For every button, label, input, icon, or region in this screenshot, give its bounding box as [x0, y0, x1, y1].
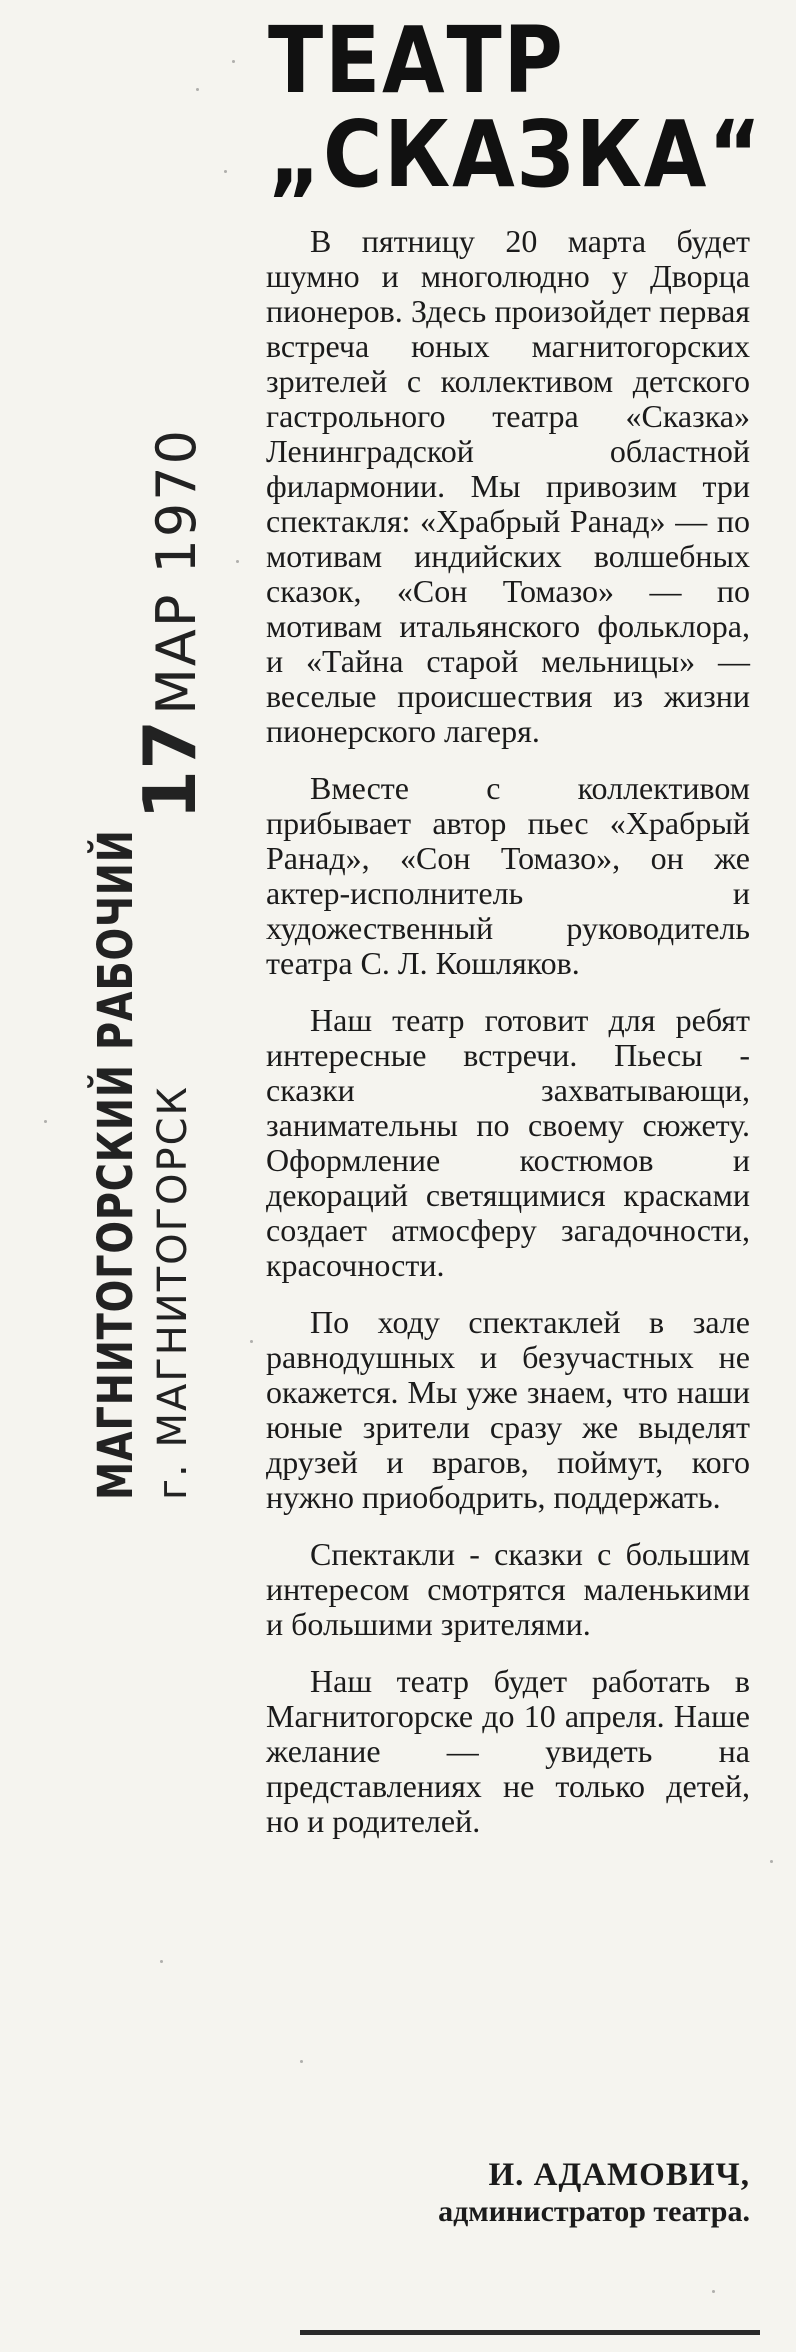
- headline-line-1: ТЕАТР: [268, 7, 565, 114]
- paragraph-2: Вместе с коллективом прибывает автор пьес «Храбрый Ранад», «Сон Томазо», он же актер-исполнитель и художественный руководитель театра С. Л. Кошляков.: [266, 770, 750, 981]
- newspaper-name: МАГНИТОГОРСКИЙ РАБОЧИЙ: [88, 829, 144, 1500]
- paragraph-5: Спектакли - сказки с большим интересом смотрятся маленькими и большими зрителями.: [266, 1536, 750, 1642]
- headline: [268, 7, 764, 208]
- headline-line-2: „СКАЗКА“: [268, 101, 764, 208]
- paragraph-1: В пятницу 20 марта будет шумно и многолюдно у Дворца пионеров. Здесь произойдет первая встреча юных магнитогорских зрителей с коллективом детского гастрольного театра «Сказка» Ленинградской областной филармонии. Мы привозим три спектакля: «Храбрый Ранад» — по мотивам индийских волшебных сказок, «Сон Томазо» — по мотивам итальянского фольклора, и «Тайна старой мельницы» — веселые происшествия из жизни пионерского лагеря.: [266, 223, 750, 749]
- newspaper-city: г. МАГНИТОГОРСК: [150, 1085, 196, 1500]
- bottom-rule: [300, 2330, 760, 2335]
- date-stamp-day: 17: [128, 719, 212, 820]
- paragraph-3: Наш театр готовит для ребят интересные встречи. Пьесы - сказки захватывающи, занимательны по своему сюжету. Оформление костюмов и декораций светящимися красками создает атмосферу загадочности, красочности.: [266, 1002, 750, 1283]
- date-stamp-month-year: МАР 1970: [145, 428, 208, 715]
- paragraph-4: По ходу спектаклей в зале равнодушных и безучастных не окажется. Мы уже знаем, что наши юные зрители сразу же выделят друзей и врагов, поймут, кого нужно приободрить, поддержать.: [266, 1304, 750, 1515]
- author-name: И. АДАМОВИЧ,: [488, 2157, 750, 2193]
- source-stamp: [88, 662, 196, 1500]
- article-body: [266, 224, 750, 1861]
- paragraph-6: Наш театр будет работать в Магнитогорске до 10 апреля. Наше желание — увидеть на представлениях не только детей, но и родителей.: [266, 1663, 750, 1839]
- signature: [266, 2156, 750, 2230]
- author-role: администратор театра.: [438, 2195, 750, 2228]
